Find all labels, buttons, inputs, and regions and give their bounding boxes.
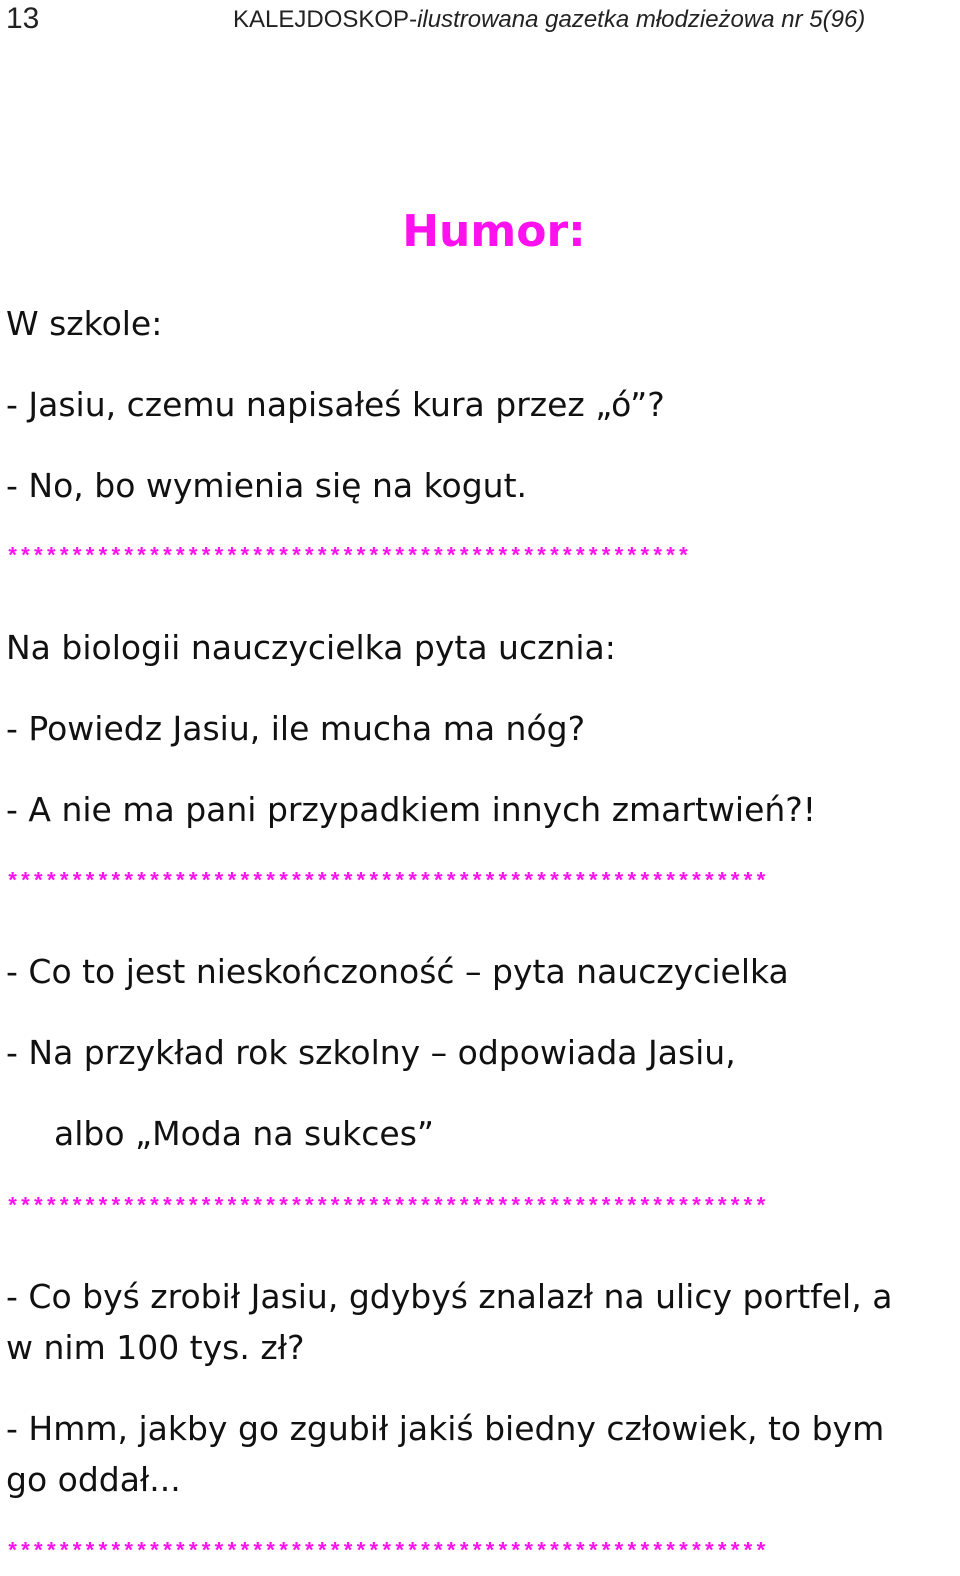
section-title: Humor: — [402, 206, 586, 257]
joke-3-line-1: - Co to jest nieskończoność – pyta nauczycielka — [6, 952, 789, 991]
joke-1-line-3: - No, bo wymienia się na kogut. — [6, 466, 528, 505]
joke-1-line-1: W szkole: — [6, 304, 163, 343]
joke-4-line-1: - Co byś zrobił Jasiu, gdybyś znalazł na ulicy portfel, a — [6, 1277, 893, 1316]
magazine-name: KALEJDOSKOP- — [233, 6, 418, 33]
joke-2-line-1: Na biologii nauczycielka pyta ucznia: — [6, 628, 616, 667]
joke-4-line-4: go oddał... — [6, 1460, 181, 1499]
separator-2: *********************************************************** — [6, 870, 768, 895]
separator-3: *********************************************************** — [6, 1195, 768, 1220]
issue-subtitle: ilustrowana gazetka młodzieżowa nr 5(96) — [417, 6, 866, 33]
separator-4: *********************************************************** — [6, 1540, 768, 1565]
page-number: 13 — [6, 2, 40, 35]
page-header — [233, 6, 865, 34]
joke-3-line-2: - Na przykład rok szkolny – odpowiada Jasiu, — [6, 1033, 736, 1072]
joke-2-line-2: - Powiedz Jasiu, ile mucha ma nóg? — [6, 709, 586, 748]
separator-1: ***************************************************** — [6, 545, 690, 570]
joke-4-line-2: w nim 100 tys. zł? — [6, 1328, 305, 1367]
joke-4-line-3: - Hmm, jakby go zgubił jakiś biedny człowiek, to bym — [6, 1409, 885, 1448]
joke-2-line-3: - A nie ma pani przypadkiem innych zmartwień?! — [6, 790, 817, 829]
joke-3-line-3: albo „Moda na sukces” — [54, 1114, 435, 1153]
joke-1-line-2: - Jasiu, czemu napisałeś kura przez „ó”? — [6, 385, 665, 424]
